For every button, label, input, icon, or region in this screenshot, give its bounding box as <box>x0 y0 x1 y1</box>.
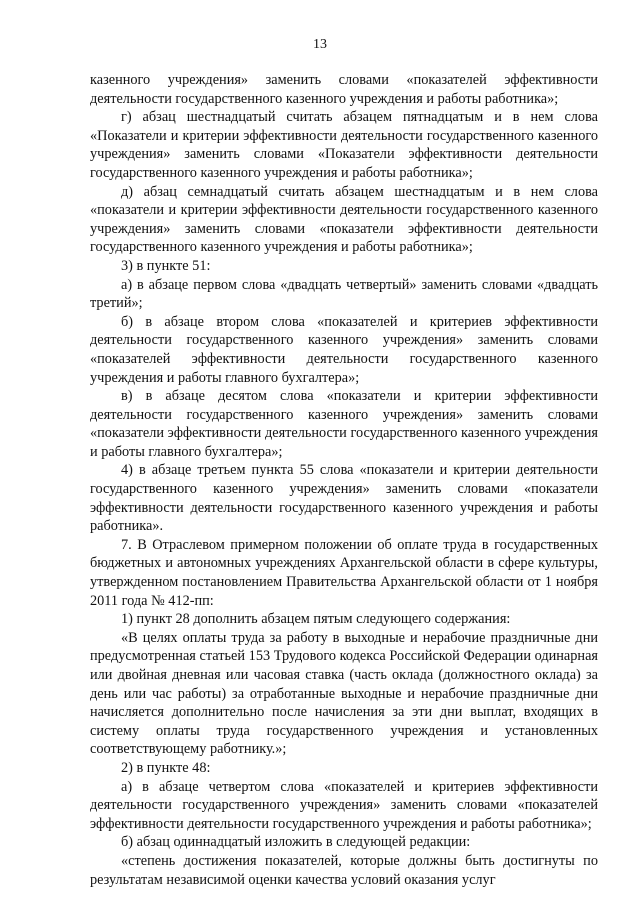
paragraph-item-a: а) в абзаце первом слова «двадцать четвертый» заменить словами «двадцать третий»; <box>90 276 598 312</box>
paragraph-quote-degree: «степень достижения показателей, которые должны быть достигнуты по результатам независимой оценки качества условий оказания услуг <box>90 852 598 888</box>
paragraph-section-7: 7. В Отраслевом примерном положении об оплате труда в государственных бюджетных и автономных учреждениях Архангельской области в сфере культуры, утвержденном постановлением Правительства Архангельской области от 1 ноября 2011 года № 412-пп: <box>90 536 598 609</box>
paragraph-item-g: г) абзац шестнадцатый считать абзацем пятнадцатым и в нем слова «Показатели и критерии эффективности деятельности государственного казенного учреждения» заменить словами «Показатели эффективности деятельности государственного казенного учреждения и работы работника»; <box>90 109 598 181</box>
document-body <box>90 71 598 889</box>
paragraph-item-v: в) в абзаце десятом слова «показатели и критерии эффективности деятельности государственного казенного учреждения» заменить словами «показатели эффективности деятельности государственного казенного учреждения и работы главного бухгалтера»; <box>90 388 598 460</box>
paragraph-item-d: д) абзац семнадцатый считать абзацем шестнадцатым и в нем слова «показатели и критерии эффективности деятельности государственного казенного учреждения» заменить словами «показатели эффективности деятельности государственного казенного учреждения и работы работника»; <box>90 183 598 256</box>
paragraph-point-4: 4) в абзаце третьем пункта 55 слова «показатели и критерии деятельности государственного казенного учреждения» заменить словами «показатели эффективности деятельности государственного казенного учреждения и работы работника». <box>90 462 598 535</box>
paragraph-continuation: казенного учреждения» заменить словами «показателей эффективности деятельности государственного казенного учреждения и работы работника»; <box>90 72 598 107</box>
paragraph-point-1: 1) пункт 28 дополнить абзацем пятым следующего содержания: <box>121 611 511 628</box>
page-number: 13 <box>313 37 327 52</box>
paragraph-item-b-2: б) абзац одиннадцатый изложить в следующей редакции: <box>121 834 471 851</box>
paragraph-point-3: 3) в пункте 51: <box>121 257 211 274</box>
paragraph-item-a-2: а) в абзаце четвертом слова «показателей и критериев эффективности деятельности государственного учреждения» заменить словами «показателей эффективности деятельности государственного учреждения и работы работника»; <box>90 778 598 832</box>
paragraph-quote-overtime: «В целях оплаты труда за работу в выходные и нерабочие праздничные дни предусмотренная статьей 153 Трудового кодекса Российской Федерации одинарная или двойная дневная или часовая ставка (часть оклада (должностного оклада) за день или час работы) за отработанные выходные и нерабочие праздничные дни начисляется дополнительно после начисления за эти дни выплат, входящих в систему оплаты труда государственного учреждения и установленных соответствующему работнику.»; <box>90 629 598 758</box>
paragraph-item-b: б) в абзаце втором слова «показателей и критериев эффективности деятельности государственного казенного учреждения» заменить словами «показателей эффективности деятельности государственного казенного учреждения и работы главного бухгалтера»; <box>90 313 598 386</box>
paragraph-point-2: 2) в пункте 48: <box>121 759 211 776</box>
